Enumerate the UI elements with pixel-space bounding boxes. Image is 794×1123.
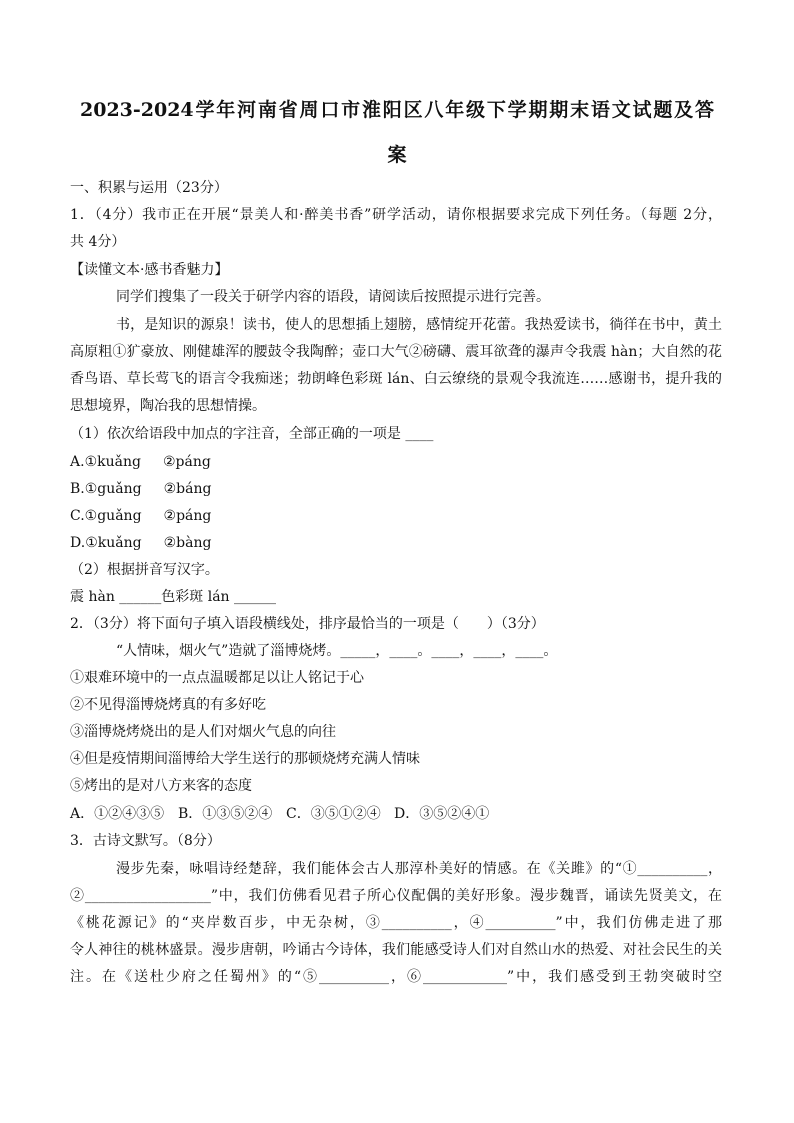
q1-stem-cont: 共 4分） bbox=[70, 234, 126, 250]
q2-choice-b: B．①③⑤②④ bbox=[178, 806, 273, 822]
q3-line: 注。在《送杜少府之任蜀州》的“⑤__________，⑥____________”中，我们感受到王勃突破时空 bbox=[70, 969, 722, 985]
q1-sub2: （2）根据拼音写汉字。 bbox=[70, 562, 219, 578]
q2-choice-a: A．①②④③⑤ bbox=[70, 806, 165, 822]
page-title-line-1: 2023-2024学年河南省周口市淮阳区八年级下学期期末语文试题及答 bbox=[80, 99, 714, 121]
option-pinyin-2: ②páng bbox=[162, 454, 211, 470]
option-label: C. bbox=[70, 508, 85, 524]
option-pinyin-1: ①kuǎng bbox=[85, 535, 142, 551]
passage-line: 香鸟语、草长莺飞的语言令我痴迷；勃朗峰色彩斑 lán、白云缭绕的景观令我流连……感谢书，提升我的 bbox=[70, 371, 722, 387]
option-label: A. bbox=[70, 454, 85, 470]
q1-option-c bbox=[70, 506, 211, 526]
option-pinyin-2: ②bàng bbox=[163, 535, 212, 551]
q3-line: 漫步先秦，咏唱诗经楚辞，我们能体会古人那淳朴美好的情感。在《关雎》的“①__________， bbox=[116, 861, 722, 877]
passage-line: 思想境界，陶冶我的思想情操。 bbox=[70, 398, 266, 414]
q2-sentence: “人情味，烟火气”造就了淄博烧烤。_____，____。____，____，____。 bbox=[116, 643, 558, 659]
option-pinyin-1: ①guǎng bbox=[84, 508, 142, 524]
q2-choice-d: D．③⑤②④① bbox=[394, 806, 490, 822]
q2-item: ⑤烤出的是对八方来客的态度 bbox=[70, 778, 252, 794]
page-title-line-2: 案 bbox=[387, 144, 407, 166]
q1-sub2-blanks: 震 hàn ______色彩斑 lán ______ bbox=[70, 589, 277, 605]
q1-option-d bbox=[70, 533, 211, 553]
q3-line: 《桃花源记》的“夹岸数百步，中无杂树，③__________，④__________”中，我们仿佛走进了那 bbox=[70, 915, 722, 931]
q3-line: ②__________________”中，我们仿佛看见君子所心仪配偶的美好形象。漫步魏晋，诵读先贤美文，在 bbox=[70, 888, 722, 904]
section-heading: 一、积累与运用（23分） bbox=[70, 180, 228, 196]
q1-subheading: 【读懂文本·感书香魅力】 bbox=[70, 262, 229, 278]
option-label: D. bbox=[70, 535, 86, 551]
q2-item: ①艰难环境中的一点点温暖都足以让人铭记于心 bbox=[70, 670, 364, 686]
q1-sub1: （1）依次给语段中加点的字注音，全部正确的一项是 ____ bbox=[70, 426, 434, 442]
option-label: B. bbox=[70, 481, 85, 497]
q2-item: ②不见得淄博烧烤真的有多好吃 bbox=[70, 697, 266, 713]
option-pinyin-2: ②páng bbox=[163, 508, 212, 524]
option-pinyin-1: ①kuǎng bbox=[84, 454, 141, 470]
q2-choice-c: C．③⑤①②④ bbox=[286, 806, 381, 822]
q3-stem: 3．古诗文默写。（8分） bbox=[70, 833, 221, 849]
q1-option-b bbox=[70, 479, 211, 499]
q2-stem: 2．（3分）将下面句子填入语段横线处，排序最恰当的一项是（ ）（3分） bbox=[70, 616, 545, 632]
q1-stem: 1．（4分）我市正在开展“景美人和·醉美书香”研学活动，请你根据要求完成下列任务。（每题 2分， bbox=[70, 207, 722, 223]
option-pinyin-2: ②báng bbox=[163, 481, 212, 497]
q1-option-a bbox=[70, 452, 211, 472]
q1-intro: 同学们搜集了一段关于研学内容的语段，请阅读后按照提示进行完善。 bbox=[116, 289, 550, 305]
passage-line: 书，是知识的源泉！读书，使人的思想插上翅膀，感情绽开花蕾。我热爱读书，徜徉在书中，黄土 bbox=[116, 317, 722, 333]
passage-line: 高原粗①犷豪放、刚健雄浑的腰鼓令我陶醉；壶口大气②磅礴、震耳欲聋的瀑声令我震 hàn；大自然的花 bbox=[70, 344, 722, 360]
q3-line: 令人神往的桃林盛景。漫步唐朝，吟诵古今诗体，我们能感受诗人们对自然山水的热爱、对社会民生的关 bbox=[70, 942, 722, 958]
q2-item: ④但是疫情期间淄博给大学生送行的那顿烧烤充满人情味 bbox=[70, 751, 420, 767]
q2-choices bbox=[70, 804, 502, 824]
option-pinyin-1: ①guǎng bbox=[84, 481, 142, 497]
q2-item: ③淄博烧烤烧出的是人们对烟火气息的向往 bbox=[70, 724, 336, 740]
